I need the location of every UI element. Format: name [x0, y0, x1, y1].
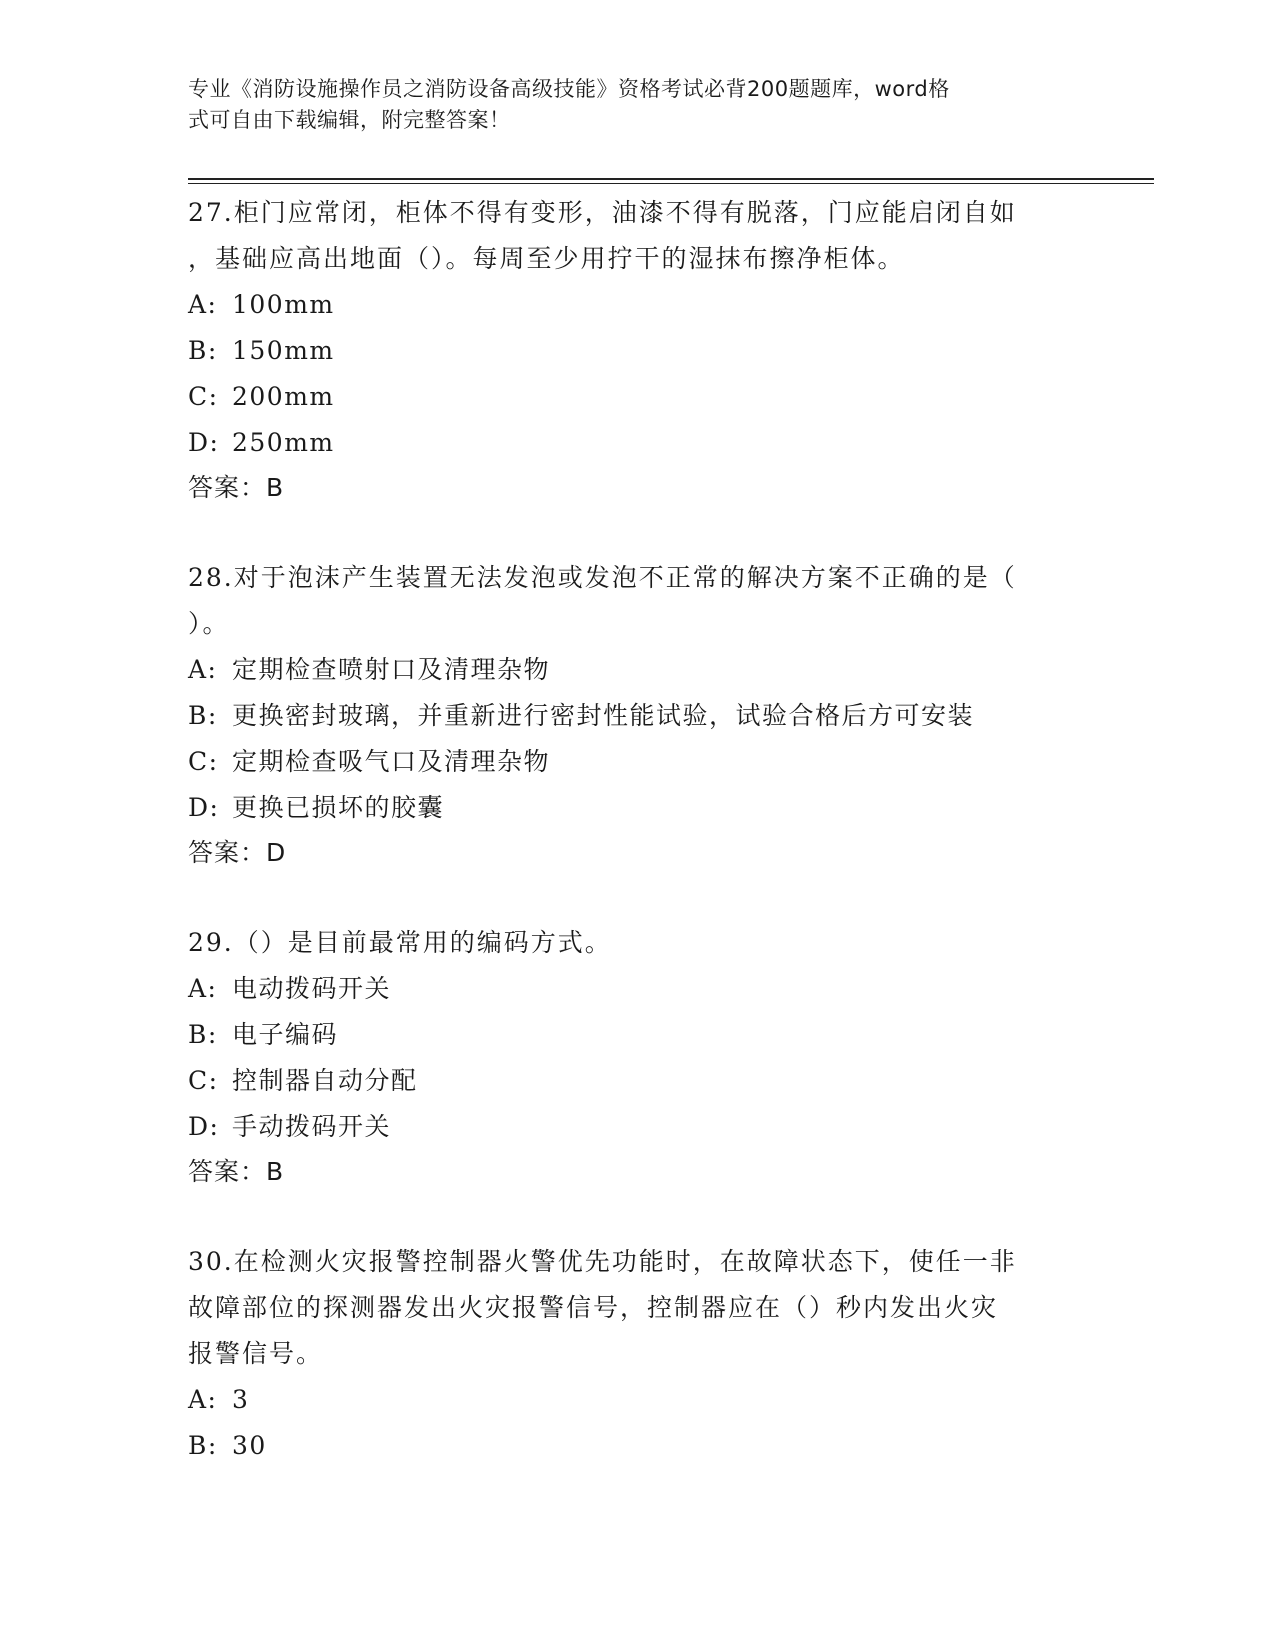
option-text: 电子编码	[232, 1020, 339, 1049]
question-text-line: 故障部位的探测器发出火灾报警信号，控制器应在（）秒内发出火灾	[188, 1293, 999, 1322]
question-text-line: ，基础应高出地面（）。每周至少用拧干的湿抹布擦净柜体。	[188, 244, 905, 273]
answer-line: 答案：D	[188, 838, 287, 867]
option-text: 更换已损坏的胶囊	[232, 793, 445, 822]
option-text: 3	[232, 1385, 250, 1414]
option-text: 手动拨码开关	[232, 1112, 392, 1141]
option-key: D:	[188, 1112, 220, 1141]
option-key: B:	[188, 336, 218, 365]
option-key: B:	[188, 701, 218, 730]
answer-line: 答案：B	[188, 473, 285, 502]
option-text: 250mm	[232, 428, 335, 457]
option-text: 200mm	[232, 382, 335, 411]
option-c	[188, 374, 1088, 420]
header-line-1: 专业《消防设施操作员之消防设备高级技能》资格考试必背200题题库，word格	[188, 77, 950, 101]
question-text-line: 27.柜门应常闭，柜体不得有变形，油漆不得有脱落，门应能启闭自如	[188, 198, 1017, 227]
option-text: 100mm	[232, 290, 335, 319]
question-list	[188, 190, 1088, 1514]
option-c	[188, 1058, 1088, 1104]
option-a	[188, 282, 1088, 328]
option-key: B:	[188, 1431, 218, 1460]
option-b	[188, 693, 1088, 739]
option-a	[188, 966, 1088, 1012]
question-29	[188, 920, 1088, 1194]
option-key: A:	[188, 974, 218, 1003]
option-text: 更换密封玻璃，并重新进行密封性能试验，试验合格后方可安装	[232, 701, 975, 730]
option-key: C:	[188, 1066, 219, 1095]
option-key: D:	[188, 428, 220, 457]
option-text: 电动拨码开关	[232, 974, 392, 1003]
option-text: 150mm	[232, 336, 335, 365]
option-text: 控制器自动分配	[232, 1066, 418, 1095]
option-text: 定期检查吸气口及清理杂物	[232, 747, 551, 776]
option-key: C:	[188, 382, 219, 411]
option-key: A:	[188, 655, 218, 684]
question-28	[188, 555, 1088, 875]
option-key: A:	[188, 290, 218, 319]
option-text: 定期检查喷射口及清理杂物	[232, 655, 551, 684]
option-key: B:	[188, 1020, 218, 1049]
question-text-line: 报警信号。	[188, 1339, 324, 1368]
question-30	[188, 1239, 1088, 1469]
option-text: 30	[232, 1431, 267, 1460]
option-key: A:	[188, 1385, 218, 1414]
option-c	[188, 739, 1088, 785]
header-divider-thin	[188, 183, 1154, 184]
option-d	[188, 785, 1088, 831]
option-d	[188, 420, 1088, 466]
header-line-2: 式可自由下载编辑，附完整答案！	[188, 108, 511, 132]
option-b	[188, 1423, 1088, 1469]
question-text-line: 30.在检测火灾报警控制器火警优先功能时，在故障状态下，使任一非	[188, 1247, 1017, 1276]
option-b	[188, 328, 1088, 374]
answer-line: 答案：B	[188, 1157, 285, 1186]
question-text-line: ）。	[188, 609, 230, 638]
question-text-line: 28.对于泡沫产生装置无法发泡或发泡不正常的解决方案不正确的是（	[188, 563, 1017, 592]
question-27	[188, 190, 1088, 510]
document-header	[188, 74, 1068, 136]
option-a	[188, 647, 1088, 693]
option-d	[188, 1104, 1088, 1150]
option-key: C:	[188, 747, 219, 776]
option-key: D:	[188, 793, 220, 822]
question-text-line: 29.（）是目前最常用的编码方式。	[188, 928, 612, 957]
header-divider	[188, 178, 1154, 180]
option-a	[188, 1377, 1088, 1423]
option-b	[188, 1012, 1088, 1058]
